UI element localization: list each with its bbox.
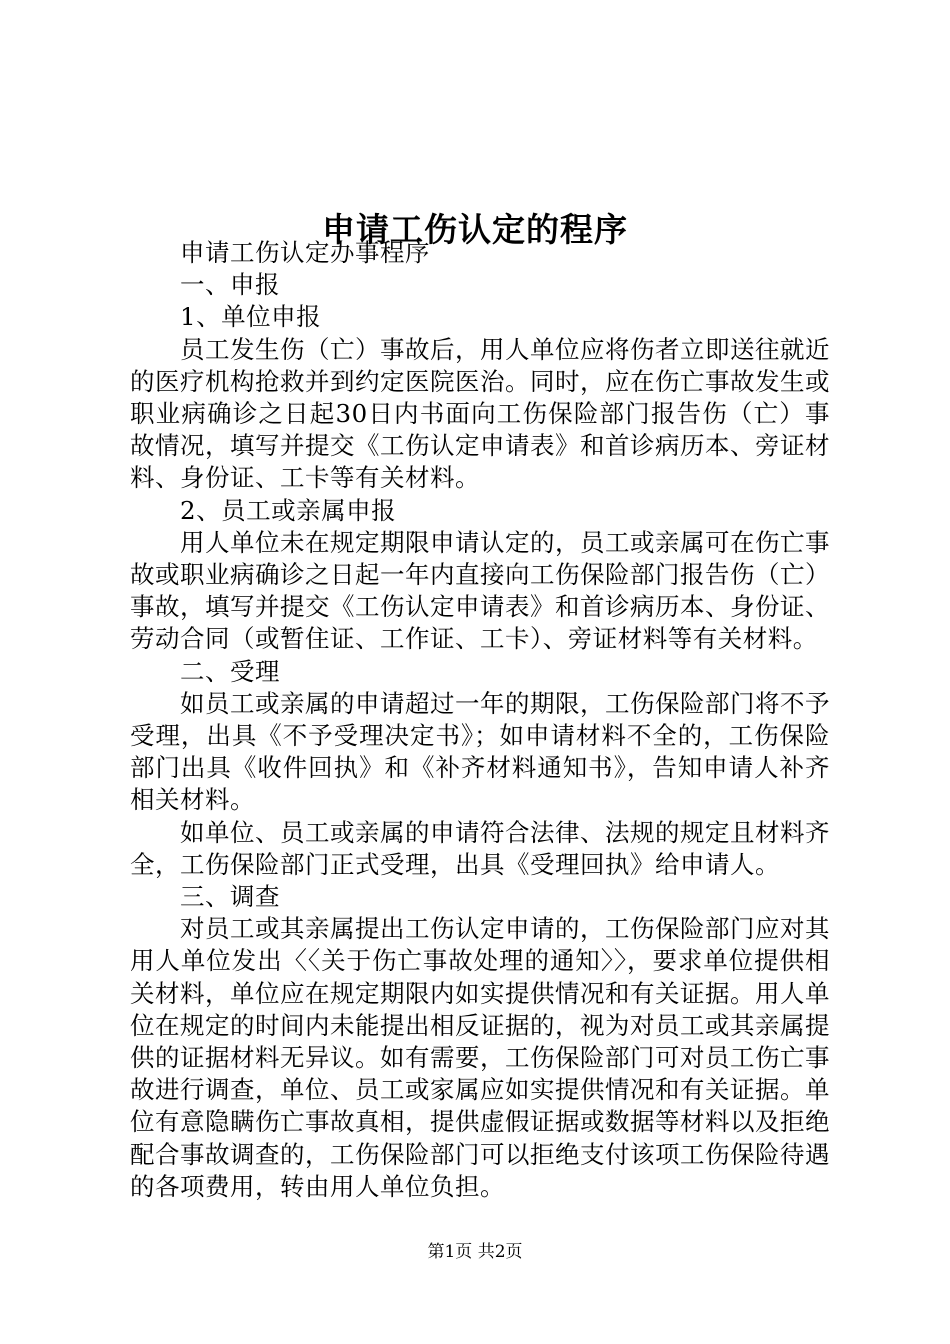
document-title: 申请工伤认定的程序 [322, 210, 628, 250]
page-footer: 第1页 共2页 [427, 1242, 523, 1262]
paragraph-investigation: 对员工或其亲属提出工伤认定申请的，工伤保险部门应对其用人单位发出〈〈关于伤亡事故处理的通知〉〉，要求单位提供相关材料，单位应在规定期限内如实提供情况和有关证据。用人单位在规定的时间内未能提出相反证据的，视为对员工或其亲属提供的证据材料无异议。如有需要，工伤保险部门可对员工伤亡事故进行调查，单位、员工或家属应如实提供情况和有关证据。单位有意隐瞒伤亡事故真相，提供虚假证据或数据等材料以及拒绝配合事故调查的，工伤保险部门可以拒绝支付该项工伤保险待遇的各项费用，转由用人单位负担。 [130, 914, 830, 1201]
paragraph-unit-report: 员工发生伤（亡）事故后，用人单位应将伤者立即送往就近的医疗机构抢救并到约定医院医治。同时，应在伤亡事故发生或职业病确诊之日起30日内书面向工伤保险部门报告伤（亡）事故情况，填写并提交《工伤认定申请表》和首诊病历本、旁证材料、身份证、工卡等有关材料。 [130, 334, 830, 493]
paragraph-acceptance-rejection: 如员工或亲属的申请超过一年的期限，工伤保险部门将不予受理，出具《不予受理决定书》；如申请材料不全的，工伤保险部门出具《收件回执》和《补齐材料通知书》，告知申请人补齐相关材料。 [130, 688, 830, 815]
paragraph-acceptance-approved: 如单位、员工或亲属的申请符合法律、法规的规定且材料齐全，工伤保险部门正式受理，出具《受理回执》给申请人。 [130, 817, 830, 879]
section-heading-investigation: 三、调查 [180, 882, 280, 912]
section-heading-acceptance: 二、受理 [180, 656, 280, 686]
subsection-heading-employee-report: 2、员工或亲属申报 [180, 495, 397, 525]
paragraph-heading: 申请工伤认定办事程序 [180, 238, 430, 267]
section-heading-report: 一、申报 [180, 270, 280, 300]
paragraph-employee-report: 用人单位未在规定期限申请认定的，员工或亲属可在伤亡事故或职业病确诊之日起一年内直接向工伤保险部门报告伤（亡）事故，填写并提交《工伤认定申请表》和首诊病历本、身份证、劳动合同（或暂住证、工作证、工卡）、旁证材料等有关材料。 [130, 527, 830, 654]
document-body [130, 237, 830, 1203]
subsection-heading-unit-report: 1、单位申报 [180, 302, 322, 332]
